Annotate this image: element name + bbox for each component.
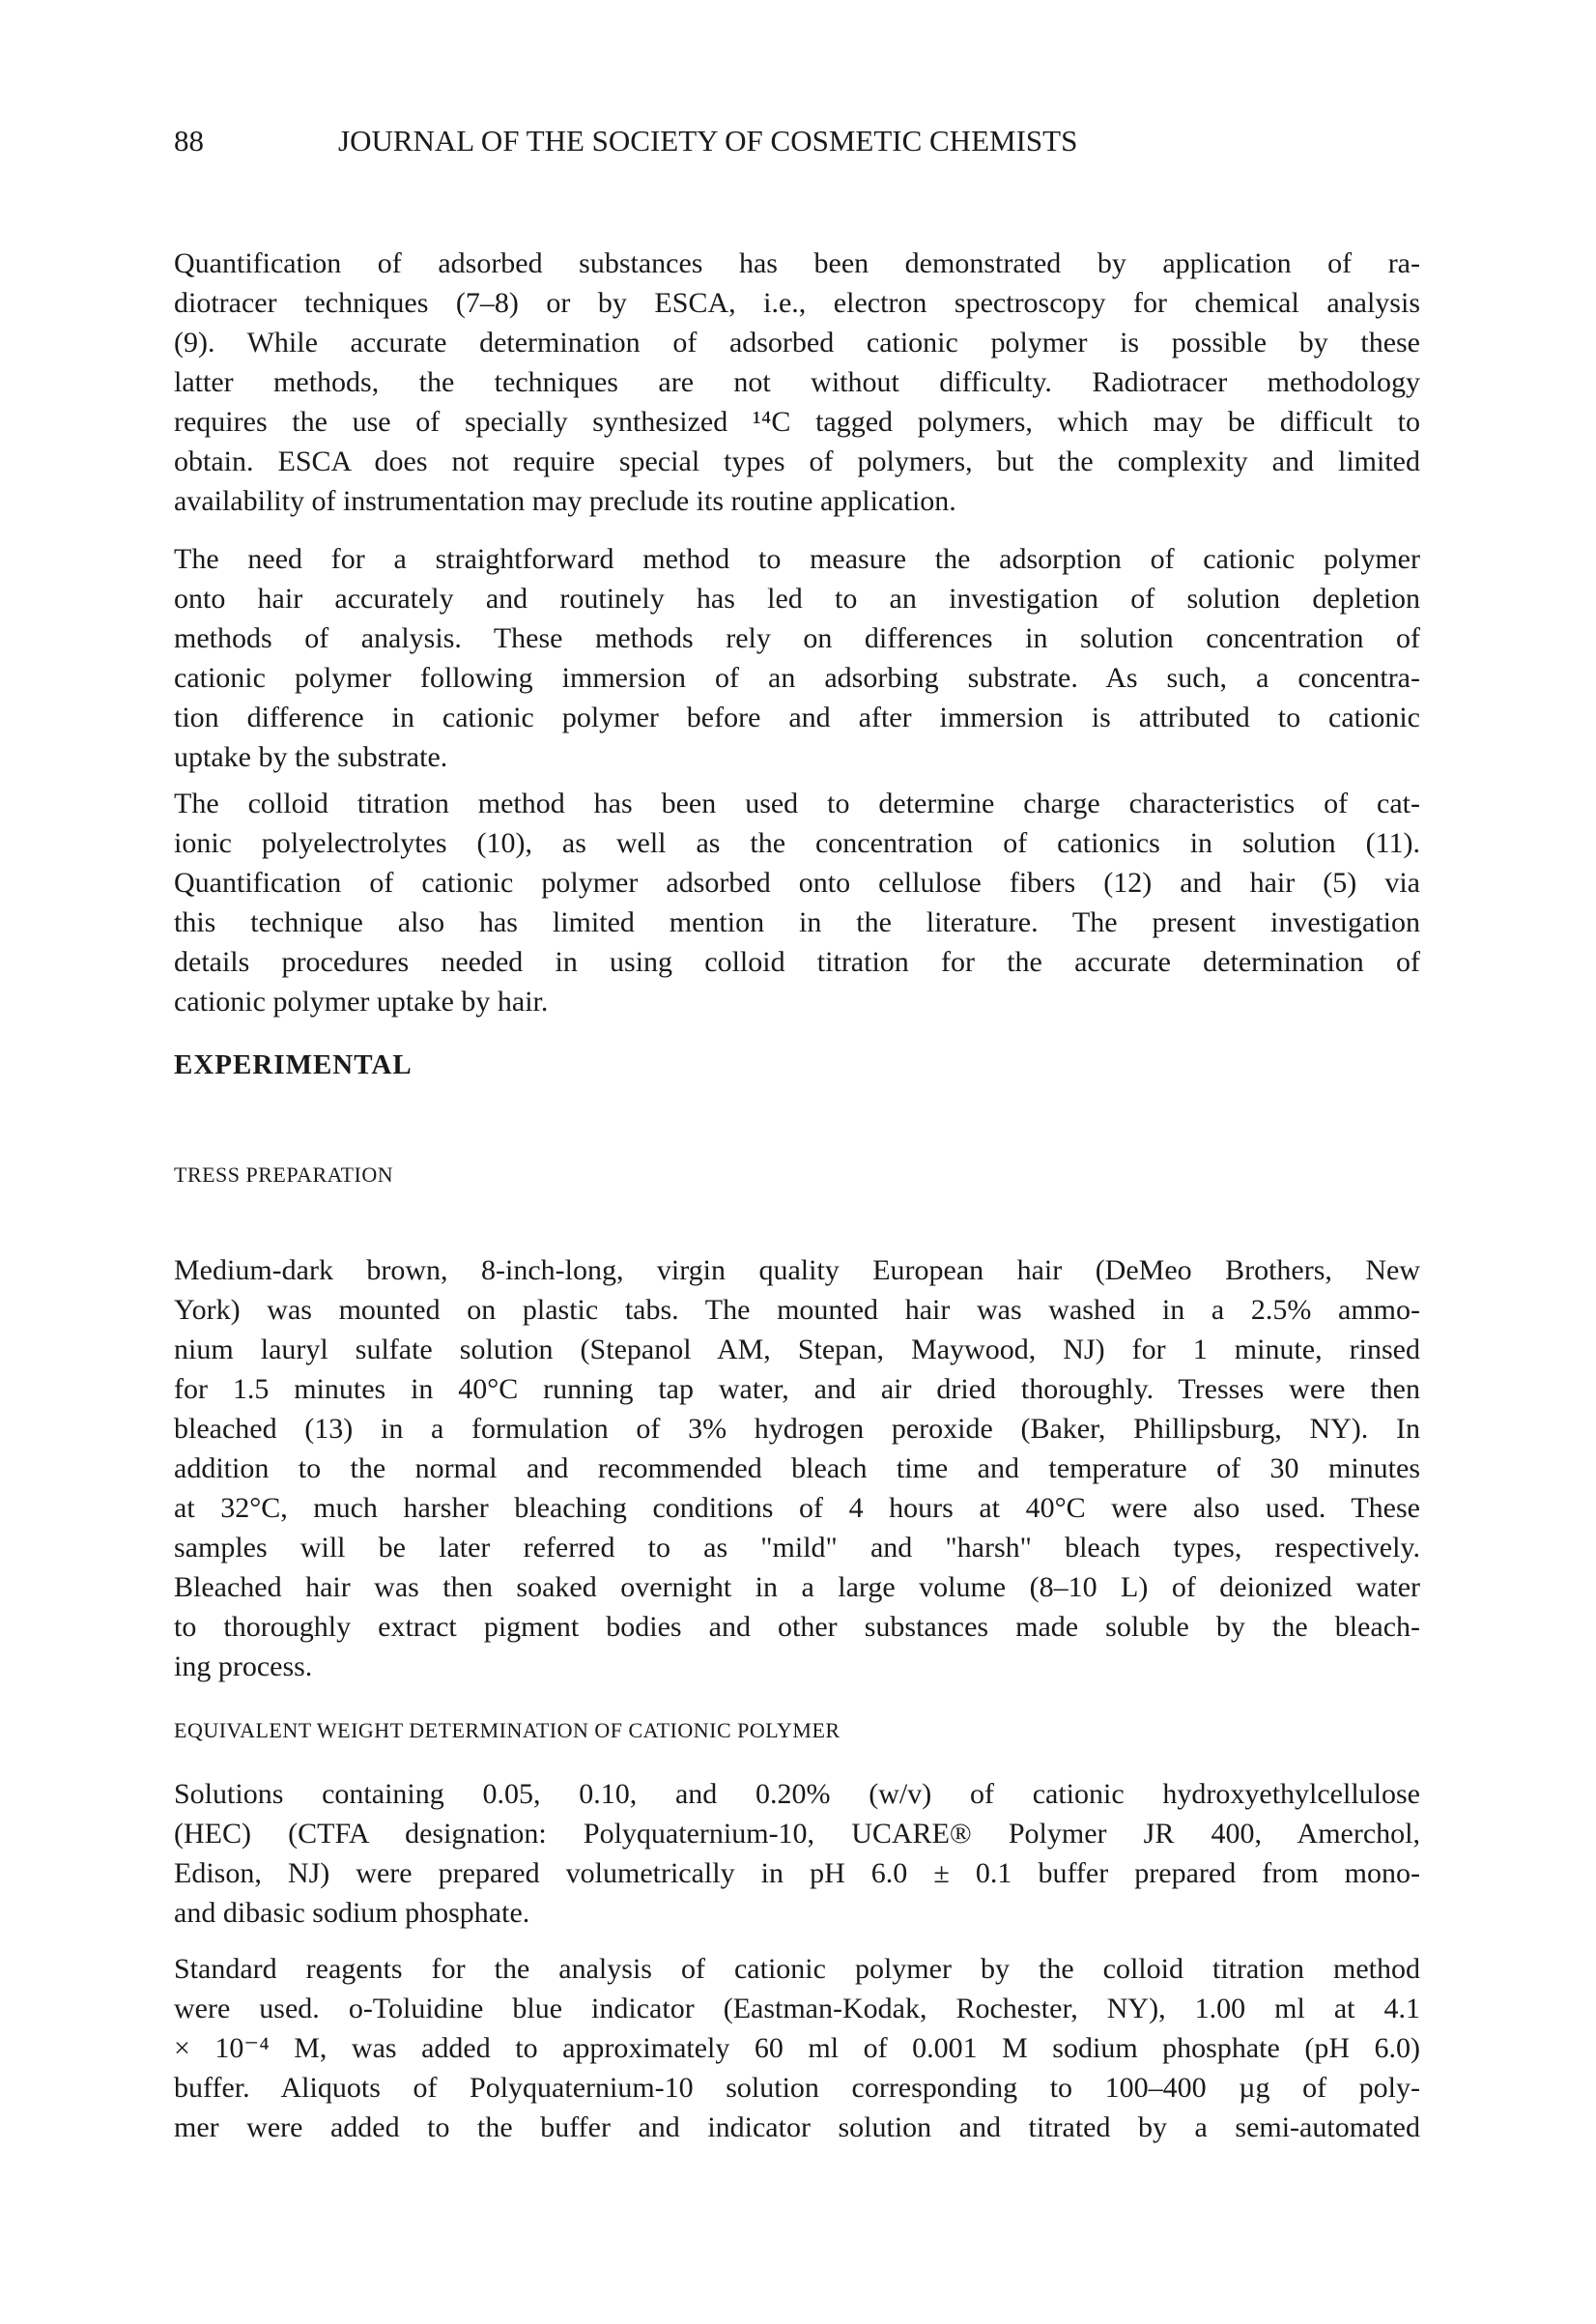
- text-line: samples will be later referred to as "mild" and "harsh" bleach types, respectively.: [174, 1532, 1420, 1564]
- text-line: and dibasic sodium phosphate.: [174, 1897, 530, 1929]
- text-line: obtain. ESCA does not require special types of polymers, but the complexity and limited: [174, 445, 1420, 477]
- text-line: to thoroughly extract pigment bodies and other substances made soluble by the bleach-: [174, 1611, 1420, 1643]
- text-line: × 10⁻⁴ M, was added to approximately 60 ml of 0.001 M sodium phosphate (pH 6.0): [174, 2032, 1420, 2064]
- text-line: York) was mounted on plastic tabs. The mounted hair was washed in a 2.5% ammo-: [174, 1294, 1420, 1326]
- text-line: this technique also has limited mention in the literature. The present investigation: [174, 906, 1420, 938]
- text-line: The colloid titration method has been used to determine charge characteristics of cat-: [174, 788, 1420, 819]
- text-line: mer were added to the buffer and indicator solution and titrated by a semi-automated: [174, 2111, 1420, 2143]
- text-line: methods of analysis. These methods rely on differences in solution concentration of: [174, 622, 1420, 654]
- text-line: for 1.5 minutes in 40°C running tap water, and air dried thoroughly. Tresses were then: [174, 1373, 1420, 1405]
- text-line: requires the use of specially synthesized ¹⁴C tagged polymers, which may be difficult to: [174, 406, 1420, 438]
- section-heading: EXPERIMENTAL: [174, 1049, 413, 1080]
- page-number: 88: [174, 124, 204, 158]
- text-line: at 32°C, much harsher bleaching conditions of 4 hours at 40°C were also used. These: [174, 1492, 1420, 1524]
- text-line: Solutions containing 0.05, 0.10, and 0.20% (w/v) of cationic hydroxyethylcellulose: [174, 1778, 1420, 1810]
- text-line: details procedures needed in using colloid titration for the accurate determination of: [174, 946, 1420, 978]
- text-line: bleached (13) in a formulation of 3% hydrogen peroxide (Baker, Phillipsburg, NY). In: [174, 1413, 1420, 1445]
- text-line: latter methods, the techniques are not without difficulty. Radiotracer methodology: [174, 366, 1420, 398]
- text-line: cationic polymer following immersion of an adsorbing substrate. As such, a concentra-: [174, 662, 1420, 694]
- text-line: buffer. Aliquots of Polyquaternium-10 solution corresponding to 100–400 µg of poly-: [174, 2072, 1420, 2104]
- paragraph: [174, 244, 1420, 521]
- paragraph: [174, 539, 1420, 777]
- subsection-heading: EQUIVALENT WEIGHT DETERMINATION OF CATIONIC POLYMER: [174, 1718, 841, 1742]
- paragraph: [174, 1949, 1420, 2147]
- subsection-heading: TRESS PREPARATION: [174, 1162, 394, 1187]
- text-line: Edison, NJ) were prepared volumetrically in pH 6.0 ± 0.1 buffer prepared from mono-: [174, 1857, 1420, 1889]
- text-line: diotracer techniques (7–8) or by ESCA, i.e., electron spectroscopy for chemical analysis: [174, 287, 1420, 319]
- text-line: (HEC) (CTFA designation: Polyquaternium-10, UCARE® Polymer JR 400, Amerchol,: [174, 1818, 1420, 1850]
- text-line: Medium-dark brown, 8-inch-long, virgin quality European hair (DeMeo Brothers, New: [174, 1254, 1420, 1286]
- text-line: Quantification of adsorbed substances has been demonstrated by application of ra-: [174, 247, 1420, 279]
- text-line: The need for a straightforward method to measure the adsorption of cationic polymer: [174, 543, 1420, 575]
- text-line: Standard reagents for the analysis of cationic polymer by the colloid titration method: [174, 1953, 1420, 1985]
- text-line: tion difference in cationic polymer before and after immersion is attributed to cationic: [174, 702, 1420, 733]
- text-line: nium lauryl sulfate solution (Stepanol AM, Stepan, Maywood, NJ) for 1 minute, rinsed: [174, 1334, 1420, 1365]
- text-line: were used. o-Toluidine blue indicator (Eastman-Kodak, Rochester, NY), 1.00 ml at 4.1: [174, 1993, 1420, 2024]
- text-line: cationic polymer uptake by hair.: [174, 986, 549, 1018]
- text-line: ionic polyelectrolytes (10), as well as the concentration of cationics in solution (11).: [174, 827, 1420, 859]
- text-line: Bleached hair was then soaked overnight in a large volume (8–10 L) of deionized water: [174, 1571, 1420, 1603]
- paragraph: [174, 784, 1420, 1021]
- text-line: uptake by the substrate.: [174, 741, 448, 773]
- running-header: [174, 124, 1077, 158]
- text-line: onto hair accurately and routinely has led to an investigation of solution depletion: [174, 583, 1420, 615]
- text-line: ing process.: [174, 1650, 313, 1682]
- text-line: Quantification of cationic polymer adsorbed onto cellulose fibers (12) and hair (5) via: [174, 867, 1420, 899]
- journal-title: JOURNAL OF THE SOCIETY OF COSMETIC CHEMISTS: [338, 124, 1078, 158]
- paragraph: [174, 1250, 1420, 1686]
- text-line: availability of instrumentation may preclude its routine application.: [174, 485, 956, 517]
- paragraph: [174, 1774, 1420, 1933]
- text-line: addition to the normal and recommended bleach time and temperature of 30 minutes: [174, 1452, 1420, 1484]
- text-line: (9). While accurate determination of adsorbed cationic polymer is possible by these: [174, 327, 1420, 359]
